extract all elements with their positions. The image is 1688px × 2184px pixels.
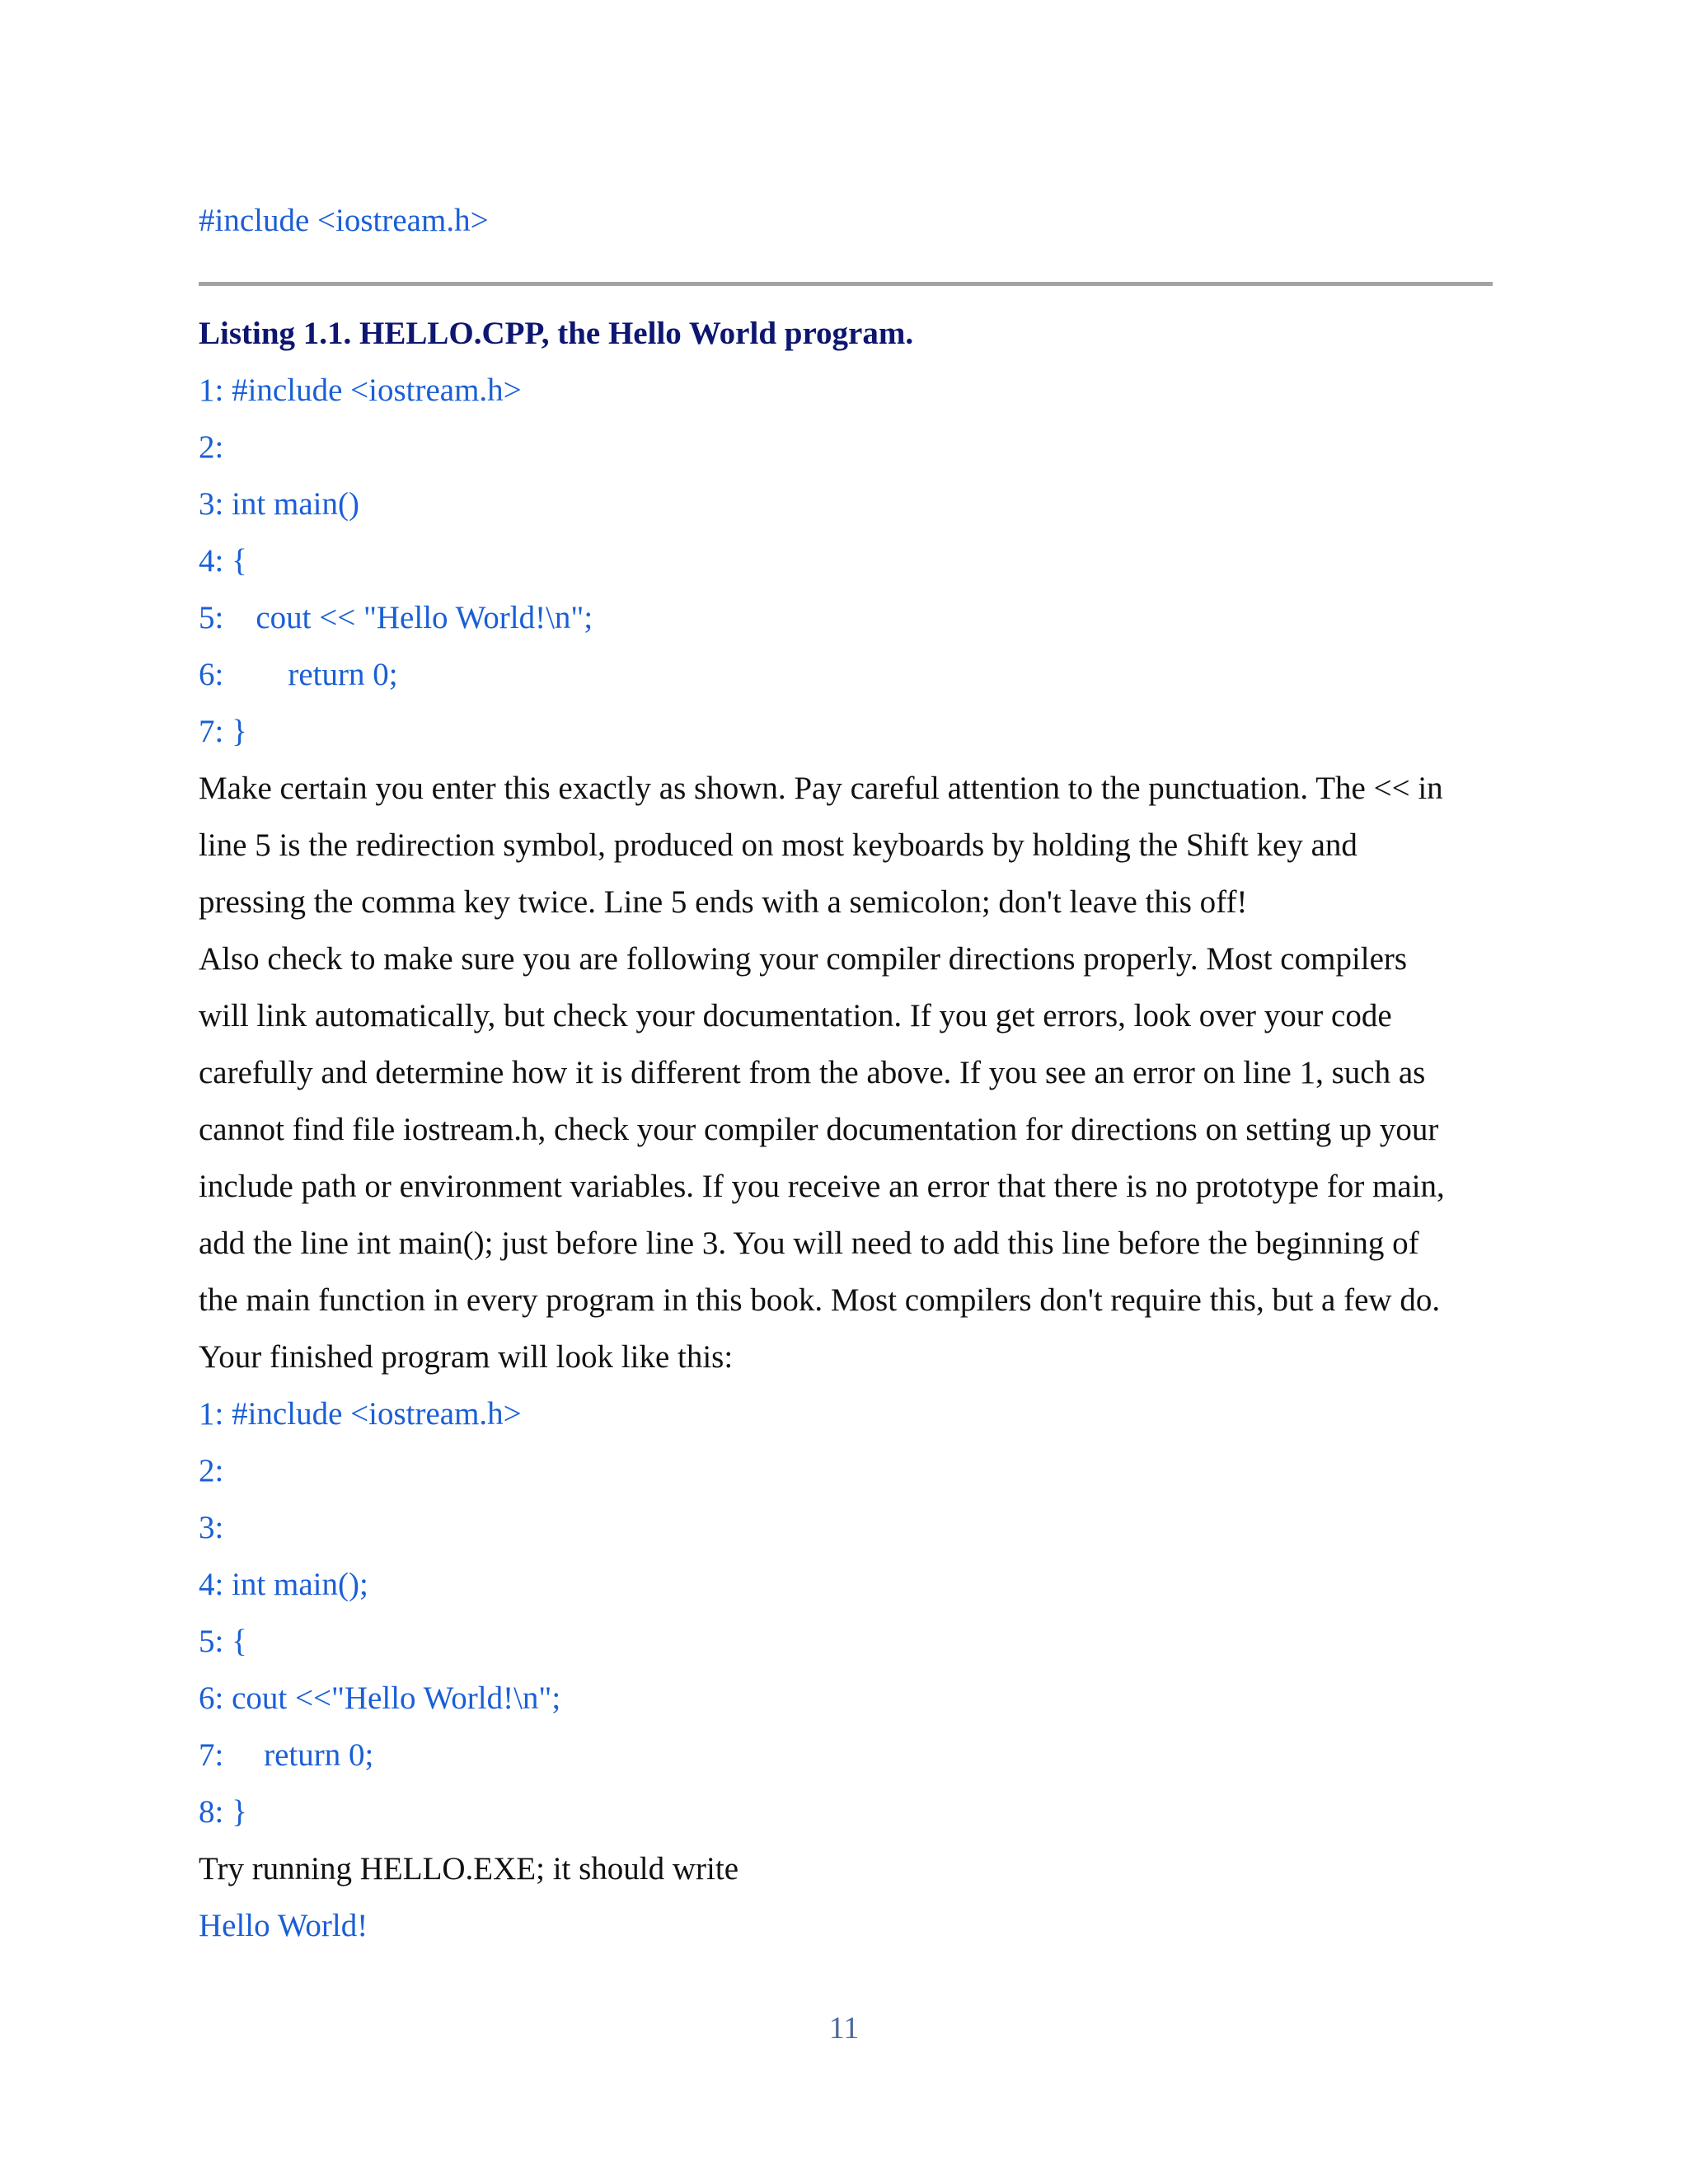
listing-line: 3: int main() bbox=[199, 486, 359, 522]
listing-line: 5: cout << "Hello World!\n"; bbox=[199, 600, 593, 635]
paragraph-line: line 5 is the redirection symbol, produced on most keyboards by holding the Shift key and bbox=[199, 827, 1357, 863]
program-output: Hello World! bbox=[199, 1908, 368, 1943]
listing-line: 6: return 0; bbox=[199, 657, 398, 692]
paragraph-line: Make certain you enter this exactly as shown. Pay careful attention to the punctuation. The << in bbox=[199, 771, 1443, 806]
program-line: 7: return 0; bbox=[199, 1737, 374, 1773]
paragraph-line: Your finished program will look like this: bbox=[199, 1339, 734, 1375]
program-line: 8: } bbox=[199, 1794, 247, 1830]
paragraph-line: Also check to make sure you are following your compiler directions properly. Most compilers bbox=[199, 941, 1408, 977]
run-instruction: Try running HELLO.EXE; it should write bbox=[199, 1851, 739, 1886]
listing-line: 1: #include <iostream.h> bbox=[199, 373, 522, 408]
paragraph-line: carefully and determine how it is different from the above. If you see an error on line 1, such as bbox=[199, 1055, 1426, 1090]
include-directive: #include <iostream.h> bbox=[199, 203, 489, 238]
program-line: 3: bbox=[199, 1510, 224, 1545]
paragraph-line: add the line int main(); just before line 3. You will need to add this line before the beginning of bbox=[199, 1226, 1419, 1261]
paragraph-line: will link automatically, but check your documentation. If you get errors, look over your code bbox=[199, 998, 1392, 1033]
program-line: 4: int main(); bbox=[199, 1567, 368, 1602]
listing-line: 4: { bbox=[199, 543, 247, 579]
listing-line: 2: bbox=[199, 429, 224, 465]
page-number: 11 bbox=[828, 2011, 860, 2046]
program-line: 6: cout <<"Hello World!\n"; bbox=[199, 1680, 561, 1716]
paragraph-line: cannot find file iostream.h, check your compiler documentation for directions on setting up your bbox=[199, 1112, 1439, 1147]
program-line: 5: { bbox=[199, 1624, 247, 1659]
program-line: 1: #include <iostream.h> bbox=[199, 1396, 522, 1432]
horizontal-rule bbox=[199, 282, 1493, 286]
paragraph-line: pressing the comma key twice. Line 5 ends with a semicolon; don't leave this off! bbox=[199, 884, 1248, 920]
paragraph-line: include path or environment variables. If you receive an error that there is no prototype for main, bbox=[199, 1169, 1445, 1204]
program-line: 2: bbox=[199, 1453, 224, 1488]
listing-line: 7: } bbox=[199, 714, 247, 749]
listing-title: Listing 1.1. HELLO.CPP, the Hello World program. bbox=[199, 316, 914, 351]
paragraph-line: the main function in every program in this book. Most compilers don't require this, but a few do. bbox=[199, 1282, 1441, 1318]
